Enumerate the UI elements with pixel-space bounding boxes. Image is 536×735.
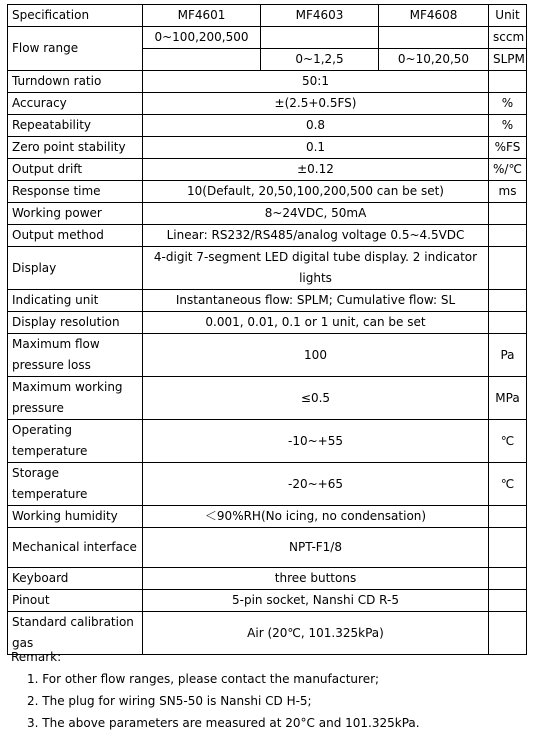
spec-unit: % [489, 115, 527, 137]
header-specification: Specification [8, 5, 143, 27]
spec-row [8, 71, 527, 93]
spec-row [8, 159, 527, 181]
spec-unit [489, 528, 527, 568]
spec-row [8, 590, 527, 612]
spec-row [8, 334, 527, 377]
spec-unit: %FS [489, 137, 527, 159]
spec-row [8, 247, 527, 290]
spec-label: Response time [8, 181, 143, 203]
spec-row [8, 463, 527, 506]
spec-value: 0.1 [143, 137, 489, 159]
spec-unit: ℃ [489, 420, 527, 463]
remark-title: Remark: [11, 650, 62, 664]
spec-label: Repeatability [8, 115, 143, 137]
spec-unit [489, 506, 527, 528]
spec-row [8, 137, 527, 159]
flow-range-mf4601: 0~100,200,500 [143, 27, 261, 49]
spec-unit [489, 612, 527, 655]
remark-item-2: 2. The plug for wiring SN5-50 is Nanshi CD H-5; [27, 694, 312, 708]
spec-value: Air (20℃, 101.325kPa) [143, 612, 489, 655]
spec-label: Zero point stability [8, 137, 143, 159]
spec-value: Instantaneous flow: SPLM; Cumulative flow: SL [143, 290, 489, 312]
spec-value: ＜90%RH(No icing, no condensation) [143, 506, 489, 528]
spec-label: Pinout [8, 590, 143, 612]
spec-value: three buttons [143, 568, 489, 590]
spec-value: 8~24VDC, 50mA [143, 203, 489, 225]
spec-value: NPT-F1/8 [143, 528, 489, 568]
spec-value: 10(Default, 20,50,100,200,500 can be set) [143, 181, 489, 203]
spec-value: 0.001, 0.01, 0.1 or 1 unit, can be set [143, 312, 489, 334]
spec-row [8, 115, 527, 137]
spec-row [8, 568, 527, 590]
remark-item-3: 3. The above parameters are measured at 20°C and 101.325kPa. [27, 716, 420, 730]
header-unit: Unit [489, 5, 527, 27]
flow-range-empty-2 [379, 27, 489, 49]
spec-row [8, 225, 527, 247]
flow-range-row-1 [8, 27, 527, 49]
spec-value: 50:1 [143, 71, 489, 93]
spec-value: 100 [143, 334, 489, 377]
spec-label: Display [8, 247, 143, 290]
remarks-section [11, 646, 420, 734]
spec-value: 5-pin socket, Nanshi CD R-5 [143, 590, 489, 612]
spec-row [8, 377, 527, 420]
spec-label: Working humidity [8, 506, 143, 528]
spec-row [8, 181, 527, 203]
spec-label: Maximum flow pressure loss [8, 334, 143, 377]
spec-label: Display resolution [8, 312, 143, 334]
spec-value: ±0.12 [143, 159, 489, 181]
spec-row [8, 528, 527, 568]
spec-value: -20~+65 [143, 463, 489, 506]
header-row [8, 5, 527, 27]
spec-label: Turndown ratio [8, 71, 143, 93]
flow-range-unit-slpm: SLPM [489, 49, 527, 71]
remark-item-1: 1. For other flow ranges, please contact the manufacturer; [27, 672, 380, 686]
flow-range-unit-sccm: sccm [489, 27, 527, 49]
spec-unit [489, 203, 527, 225]
spec-unit [489, 590, 527, 612]
spec-label: Working power [8, 203, 143, 225]
spec-unit [489, 290, 527, 312]
spec-value: ±(2.5+0.5FS) [143, 93, 489, 115]
spec-row [8, 312, 527, 334]
flow-range-mf4608: 0~10,20,50 [379, 49, 489, 71]
spec-label: Mechanical interface [8, 528, 143, 568]
spec-row [8, 420, 527, 463]
spec-value: Linear: RS232/RS485/analog voltage 0.5~4.5VDC [143, 225, 489, 247]
spec-label: Operating temperature [8, 420, 143, 463]
spec-unit [489, 247, 527, 290]
spec-unit [489, 225, 527, 247]
spec-label: Storage temperature [8, 463, 143, 506]
specification-table [7, 4, 527, 655]
flow-range-mf4603: 0~1,2,5 [261, 49, 379, 71]
spec-label: Output drift [8, 159, 143, 181]
header-mf4608: MF4608 [379, 5, 489, 27]
spec-value: -10~+55 [143, 420, 489, 463]
spec-label: Standard calibration gas [8, 612, 143, 655]
spec-unit: % [489, 93, 527, 115]
flow-range-label: Flow range [8, 27, 143, 71]
spec-unit: ms [489, 181, 527, 203]
spec-row [8, 203, 527, 225]
spec-value: 0.8 [143, 115, 489, 137]
spec-label: Accuracy [8, 93, 143, 115]
spec-unit: MPa [489, 377, 527, 420]
header-mf4601: MF4601 [143, 5, 261, 27]
spec-row [8, 290, 527, 312]
spec-value: ≤0.5 [143, 377, 489, 420]
spec-unit: Pa [489, 334, 527, 377]
spec-unit [489, 312, 527, 334]
flow-range-empty-1 [261, 27, 379, 49]
spec-row [8, 506, 527, 528]
spec-unit: ℃ [489, 463, 527, 506]
spec-unit [489, 568, 527, 590]
spec-label: Maximum working pressure [8, 377, 143, 420]
spec-label: Keyboard [8, 568, 143, 590]
spec-unit: %/℃ [489, 159, 527, 181]
spec-value: 4-digit 7-segment LED digital tube display. 2 indicator lights [143, 247, 489, 290]
spec-row [8, 93, 527, 115]
spec-label: Indicating unit [8, 290, 143, 312]
spec-label: Output method [8, 225, 143, 247]
spec-unit [489, 71, 527, 93]
header-mf4603: MF4603 [261, 5, 379, 27]
flow-range-empty-3 [143, 49, 261, 71]
